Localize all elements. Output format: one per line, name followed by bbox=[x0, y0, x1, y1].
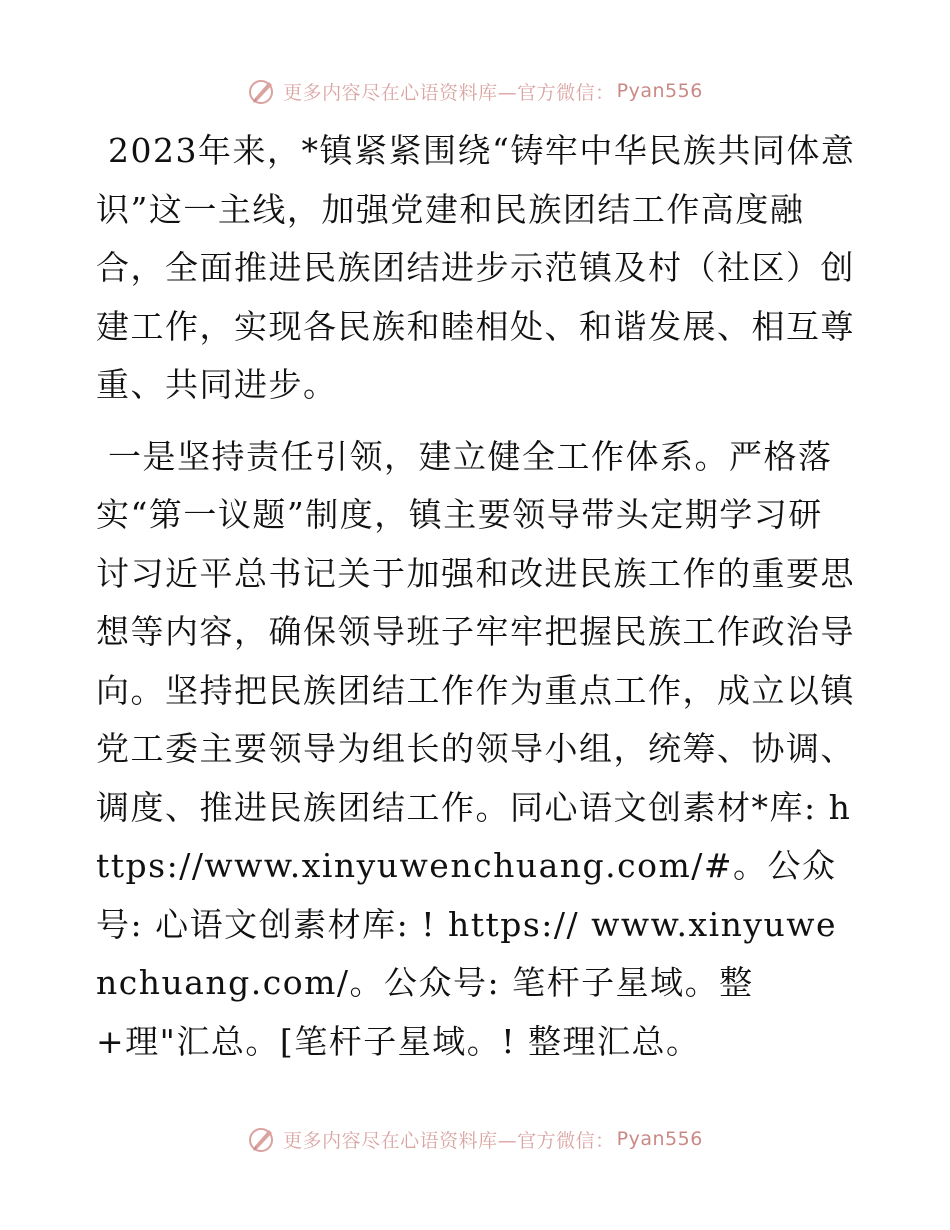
footer-watermark bbox=[0, 1124, 950, 1154]
watermark-text: 更多内容尽在心语资料库—官方微信： bbox=[283, 1129, 615, 1152]
watermark-wechat-id: Pyan556 bbox=[616, 1128, 703, 1150]
document-body bbox=[96, 122, 856, 1071]
watermark-wechat-id: Pyan556 bbox=[616, 80, 703, 102]
paragraph-responsibility: 一是坚持责任引领，建立健全工作体系。严格落实“第一议题”制度，镇主要领导带头定期学习研讨习近平总书记关于加强和改进民族工作的重要思想等内容，确保领导班子牢牢把握民族工作政治导向。坚持把民族团结工作作为重点工作，成立以镇党工委主要领导为组长的领导小组，统筹、协调、调度、推进民族团结工作。同心语文创素材*库: https://www.xinyuwenchuang.com/#。公众号: 心语文创素材库: ! https:// www.xinyuwenchuang.com/。公众号: 笔杆子星域。整+理"汇总。[笔杆子星域。! 整理汇总。 bbox=[96, 436, 855, 1061]
paragraph-intro: 2023年来，*镇紧紧围绕“铸牢中华民族共同体意识”这一主线，加强党建和民族团结工作高度融合，全面推进民族团结进步示范镇及村（社区）创建工作，实现各民族和睦相处、和谐发展、相互尊重、共同进步。 bbox=[96, 131, 856, 404]
watermark-text: 更多内容尽在心语资料库—官方微信： bbox=[283, 81, 615, 104]
quill-circle-icon bbox=[247, 1124, 277, 1154]
quill-circle-icon bbox=[247, 76, 277, 106]
header-watermark bbox=[0, 76, 950, 106]
